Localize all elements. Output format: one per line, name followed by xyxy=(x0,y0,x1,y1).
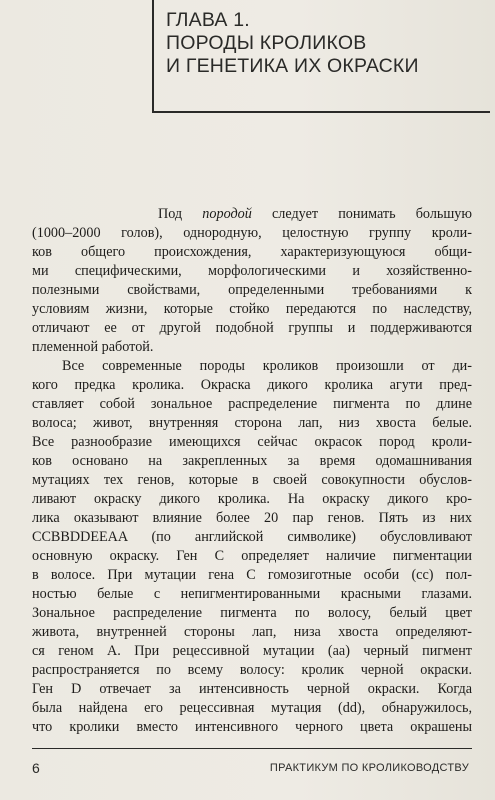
text-line: (1000–2000 голов), однородную, целостную группу кроли- xyxy=(32,225,472,241)
text-line: была найдена его рецессивная мутация (dd), обнаружилось, xyxy=(32,700,472,716)
text-line: волоса; живот, внутренняя сторона лап, низ хвоста белые. xyxy=(32,415,472,431)
text-line: племенной работой. xyxy=(32,339,154,355)
term-emphasis: породой xyxy=(202,206,252,222)
text-line: ностью белые с непигментированными красными глазами. xyxy=(32,586,472,602)
text-line: основную окраску. Ген С определяет наличие пигментации xyxy=(32,548,472,564)
text-line: распространяется по всему волосу: кролик черной окраски. xyxy=(32,662,472,678)
text-line: Все разнообразие имеющихся сейчас окрасок пород кроли- xyxy=(32,434,472,450)
text-line: живота, внутренней стороны лап, низа хвоста определяют- xyxy=(32,624,472,640)
text-line: ков основано на закрепленных за время одомашнивания xyxy=(32,453,472,469)
page-number: 6 xyxy=(32,760,40,776)
text-line: мутациях тех генов, которые в своей совокупности обуслов- xyxy=(32,472,472,488)
text-line: что кролики вместо интенсивного черного цвета окрашены xyxy=(32,719,472,735)
text-line: Зональное распределение пигмента по волосу, белый цвет xyxy=(32,605,472,621)
text-line: кого предка кролика. Окраска дикого кролика агути пред- xyxy=(32,377,472,393)
text-line: в волосе. При мутации гена С гомозиготные особи (cc) пол- xyxy=(32,567,472,583)
footer-divider xyxy=(32,748,472,749)
text-line: ми специфическими, морфологическими и хозяйственно- xyxy=(32,263,472,279)
text-line: ся геном А. При рецессивной мутации (аа) черный пигмент xyxy=(32,643,472,659)
text-line: ставляет собой зональное распределение пигмента по длине xyxy=(32,396,472,412)
chapter-title-line: ПОРОДЫ КРОЛИКОВ xyxy=(166,32,367,54)
text-line: Все современные породы кроликов произошли от ди- xyxy=(62,358,472,374)
chapter-title-line: И ГЕНЕТИКА ИХ ОКРАСКИ xyxy=(166,55,419,77)
chapter-title xyxy=(166,9,486,78)
text-line: ков общего происхождения, характеризующуюся общи- xyxy=(32,244,472,260)
text-line: условиям жизни, которые стойко передаются по наследству, xyxy=(32,301,472,317)
page-footer xyxy=(0,760,495,780)
running-head: ПРАКТИКУМ ПО КРОЛИКОВОДСТВУ xyxy=(269,762,469,774)
text-run: Под xyxy=(158,206,203,222)
text-line: лика оказывают влияние более 20 пар генов. Пять из них xyxy=(32,510,472,526)
text-run: следует понимать большую xyxy=(251,206,472,222)
text-line: отличают ее от другой подобной группы и поддерживаются xyxy=(32,320,472,336)
text-line: ливают окраску дикого кролика. На окраску дикого кро- xyxy=(32,491,472,507)
chapter-heading-frame xyxy=(152,0,490,113)
paragraph-first-line xyxy=(32,205,472,224)
text-line: полезными свойствами, определенными требованиями к xyxy=(32,282,472,298)
chapter-title-line: ГЛАВА 1. xyxy=(166,9,250,31)
text-line: CCBBDDEEAA (по английской символике) обусловливают xyxy=(32,529,472,545)
text-line: Ген D отвечает за интенсивность черной окраски. Когда xyxy=(32,681,472,697)
body-text xyxy=(32,205,472,737)
